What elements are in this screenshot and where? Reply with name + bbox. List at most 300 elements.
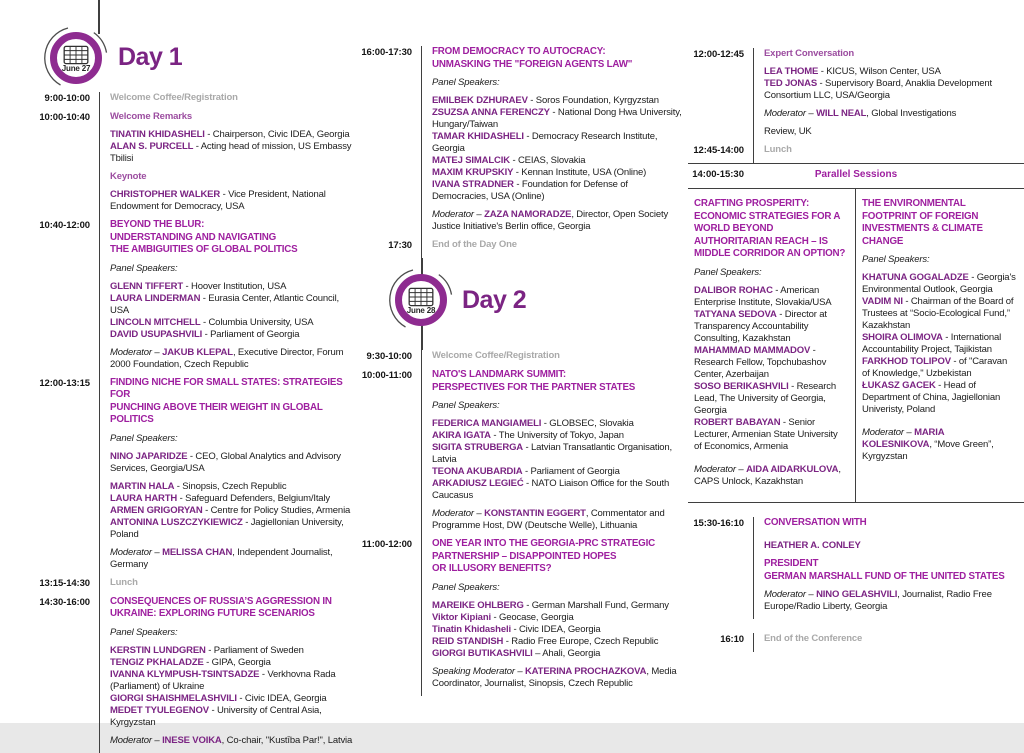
section-header: Welcome Remarks [110,111,193,122]
speakers-group [110,189,354,213]
text-seg: TED JONAS [764,78,818,89]
title-line: CHANGE [862,235,904,247]
session-body [99,219,354,377]
text-seg: ARKADIUSZ LEGIEĆ [432,478,524,489]
text-seg: MARTIN HALA [110,480,175,492]
title-line: ECONOMIC STRATEGIES FOR A [694,210,841,222]
text-seg: - Vice President, National Endowment for Democracy, USA [110,189,326,212]
moderator-line [110,735,354,747]
session-body [421,538,684,696]
text-seg: NINO JAPARIDZE [110,450,188,462]
text-seg: MAREIKE OHLBERG [432,599,524,611]
session-title [432,46,684,71]
program-column-left [28,28,354,753]
badge-circle [50,32,102,84]
text-seg: HEATHER A. CONLEY [764,540,861,551]
text-seg: , CAPS Unlock, Kazakhstan [694,463,841,487]
time-label: 12:00-12:45 [693,49,744,60]
time-label: 9:00-10:00 [44,93,90,104]
session-body [421,46,684,239]
schedule-row [28,577,354,596]
title-line: PRESIDENT [764,558,819,569]
calendar-icon [408,287,434,307]
speaker-line [110,493,354,505]
speaker-line [110,693,354,705]
session-title [694,198,847,261]
session-body [753,144,1024,163]
speaker-line [432,648,684,660]
title-line: WORLD BEYOND [694,223,774,234]
text-seg: ARMEN GRIGORYAN [110,504,203,516]
text-seg: - Latvian Transatlantic Organisation, Latvia [432,442,673,465]
speaker-line [432,478,684,502]
text-seg: DAVID USUPASHVILI [110,328,203,340]
speakers-group [110,645,354,729]
speakers-group [694,285,847,453]
speaker-line [694,285,847,309]
muted-note: Lunch [764,144,792,155]
text-seg: - Safeguard Defenders, Belgium/Italy [177,492,331,504]
speaker-line [432,600,684,612]
schedule-row [688,633,1024,652]
text-seg: KONSTANTIN EGGERT [484,508,586,519]
text-seg: TAMAR KHIDASHELI [432,131,524,142]
parallel-session-left [688,189,856,502]
speaker-line [862,296,1016,332]
text-seg: - GIPA, Georgia [203,656,271,668]
session-body [99,596,354,753]
time-label: 10:00-10:40 [39,112,90,123]
muted-note: End of the Day One [432,239,517,250]
time-label: 14:00-15:30 [692,169,744,180]
speaker-line [110,317,354,329]
text-seg: Moderator – [764,589,817,600]
day-badge [50,32,102,84]
text-seg: Moderator – [432,508,485,519]
speaker-line [432,612,684,624]
title-line: CRAFTING PROSPERITY: [694,198,810,209]
text-seg: SIGITA STRUBERGA [432,442,524,453]
schedule-row [352,350,684,369]
text-seg: NINO GELASHVILI [816,589,898,600]
moderator-line [110,347,354,371]
text-seg: - Civic IDEA, Georgia [236,692,327,704]
time-label: 12:45-14:00 [693,145,744,156]
text-seg: Moderator – [110,546,163,558]
title-line: THE ENVIRONMENTAL [862,198,966,209]
text-seg: , Media Coordinator, Journalist, Sinopsis, Czech Republic [432,665,677,689]
text-seg: - of "Caravan of Knowledge," Uzbekistan [862,356,1008,379]
session-title [862,198,1016,248]
panel-speakers-label: Panel Speakers: [110,626,178,638]
text-seg: , “Move Green”, Kyrgyzstan [862,439,994,462]
text-seg: MAXIM KRUPSKIY [432,167,514,178]
text-seg: - GLOBSEC, Slovakia [541,418,634,429]
text-seg: - Parliament of Sweden [205,644,304,656]
text-seg: - Parliament of Georgia [202,328,300,340]
text-seg: - Kennan Institute, USA (Online) [513,167,647,178]
text-seg: - Columbia University, USA [200,316,314,328]
speaker-line [110,705,354,729]
text-seg: - CEIAS, Slovakia [509,155,586,166]
title-line: BEYOND THE BLUR: [110,219,205,230]
text-seg: ŁUKASZ GACEK [862,380,936,391]
text-seg: – Ahali, Georgia [532,647,601,659]
speaker-line [694,309,847,345]
session-title [110,377,354,427]
text-seg: - Foundation for Defense of Democracies, USA (Online) [432,179,628,202]
title-line: NATO'S LANDMARK SUMMIT: [432,369,566,380]
speaker-line [432,466,684,478]
band-label: Parallel Sessions [814,169,898,180]
text-seg: , Director, Open Society Justice Initiative's Berlin office, Georgia [432,209,669,232]
parallel-session-right [856,189,1024,502]
title-line: FROM DEMOCRACY TO AUTOCRACY: [432,46,606,57]
text-seg: - National Dong Hwa University, Hungary/Taiwan [432,107,682,130]
speaker-line [432,179,684,203]
time-label: 13:15-14:30 [39,577,90,589]
speaker-line [432,167,684,179]
program-column-middle [352,46,684,696]
text-seg: KHATUNA GOGALADZE [862,272,969,283]
speaker-line [110,293,354,317]
speaker-line [432,430,684,442]
title-line: UKRAINE: EXPLORING FUTURE SCENARIOS [110,608,315,619]
text-seg: GIORGI SHAISHMELASHVILI [110,692,237,704]
moderator-line [764,108,1024,120]
speakers-group [862,427,1016,463]
schedule-row [352,239,684,258]
time-label: 9:30-10:00 [366,351,412,362]
session-title [432,369,684,394]
text-seg: MATEJ SIMALCIK [432,155,510,166]
speakers-group [432,209,684,233]
text-seg: IVANA STRADNER [432,179,514,190]
text-seg: TATYANA SEDOVA [694,308,777,320]
text-seg: - Civic IDEA, Georgia [510,623,601,635]
speaker-line [862,272,1016,296]
text-seg: Moderator – [862,427,915,438]
parallel-sessions-band [688,163,1024,189]
text-seg: AIDA AIDARKULOVA [746,463,839,475]
speaker-line [110,657,354,669]
day-badge-block [352,258,684,350]
speaker-line [432,107,684,131]
speaker-line [432,131,684,155]
text-seg: MARIA KOLESNIKOVA [862,427,945,450]
text-seg: EMILBEK DZHURAEV [432,95,528,106]
speakers-group [432,95,684,203]
speaker-line [110,451,354,475]
speakers-group [694,464,847,488]
session-body [753,633,1024,652]
section-header: Expert Conversation [764,48,855,59]
text-seg: INESE VOIKA [162,734,222,746]
text-seg: ZSUZSA ANNA FERENCZY [432,107,550,118]
parallel-sessions-columns [688,189,1024,503]
time-label: 14:30-16:00 [39,596,90,608]
text-seg: ROBERT BABAYAN [694,416,781,428]
speakers-group [764,126,1024,138]
text-seg: AKIRA IGATA [432,430,491,441]
panel-speakers-label: Panel Speakers: [432,77,500,88]
moderator-line [432,666,684,690]
badge-circle [395,274,447,326]
text-seg: - Sinopsis, Czech Republic [174,480,287,492]
speakers-group [862,272,1016,416]
text-seg: Moderator – [110,346,163,358]
title-line: FINDING NICHE FOR SMALL STATES: STRATEGIES FOR [110,376,343,400]
title-line: PARTNERSHIP – DISAPPOINTED HOPES [432,550,617,562]
speaker-line [432,155,684,167]
text-seg: - German Marshall Fund, Germany [523,599,669,611]
text-seg: LINCOLN MITCHELL [110,316,201,328]
text-seg: Speaking Moderator – [432,665,525,677]
session-title [764,558,1024,583]
panel-speakers-label: Panel Speakers: [694,266,762,278]
text-seg: - Jagiellonian University, Poland [110,516,344,540]
speaker-line [432,442,684,466]
speakers-group [432,666,684,690]
text-seg: - Chairman of the Board of Trustees at “Socio-Ecological Fund,” Kazakhstan [862,296,1014,331]
title-line: PUNCHING ABOVE THEIR WEIGHT IN GLOBAL POLITICS [110,401,323,425]
time-label: 17:30 [388,240,412,251]
day-badge-block [28,28,354,92]
session-title [110,219,354,257]
time-label: 16:00-17:30 [361,47,412,58]
title-line: CONSEQUENCES OF RUSSIA’S AGGRESSION IN [110,595,332,607]
text-seg: Moderator – [764,108,817,119]
text-seg: KERSTIN LUNDGREN [110,644,206,656]
schedule-row [352,369,684,538]
text-seg: CHRISTOPHER WALKER [110,189,221,200]
moderator-line [110,547,354,571]
text-seg: - The University of Tokyo, Japan [490,430,624,441]
text-seg: LAURA HARTH [110,492,178,504]
speakers-group [764,589,1024,613]
text-seg: TEONA AKUBARDIA [432,466,523,477]
text-seg: - American Enterprise Institute, Slovakia/USA [694,284,832,308]
program-column-right [688,48,1024,652]
title-line: CONVERSATION WITH [764,516,867,528]
muted-note: Welcome Coffee/Registration [110,92,238,103]
text-seg: - Eurasia Center, Atlantic Council, USA [110,292,340,316]
text-seg: LEA THOME [764,66,819,77]
badge-date: June 28 [406,305,436,315]
session-body [99,577,354,596]
title-line: FOOTPRINT OF FOREIGN [862,210,979,222]
moderator-line [432,209,684,233]
text-seg: - Supervisory Board, Anaklia Development Consortium LLC, USA/Georgia [764,78,992,101]
text-seg: - International Accountability Project, Tajikistan [862,332,1002,355]
text-seg: TENGIZ PKHALADZE [110,656,204,668]
schedule-row [688,48,1024,144]
speaker-line [432,636,684,648]
text-seg: Moderator – [432,209,485,220]
badge-date: June 27 [61,63,91,73]
speakers-group [110,347,354,371]
session-title [110,596,354,621]
session-body [421,350,684,369]
title-line: MIDDLE CORRIDOR AN OPTION? [694,248,846,259]
text-seg: - Democracy Research Institute, Georgia [432,131,658,154]
text-seg: - Verkhovna Rada (Parliament) of Ukraine [110,668,336,692]
text-seg: Moderator – [694,463,747,475]
speaker-line [110,129,354,141]
schedule-row [352,538,684,696]
text-seg: ZAZA NAMORADZE [484,209,572,220]
speaker-line [110,481,354,493]
text-seg: , Executive Director, Forum 2000 Foundation, Czech Republic [110,346,344,370]
text-seg: - University of Central Asia, Kyrgyzstan [110,704,322,728]
time-label: 11:00-12:00 [361,539,412,550]
text-seg: REID STANDISH [432,635,504,647]
text-seg: MELISSA CHAN [162,546,233,558]
text-seg: , Journalist, Radio Free Europe/Radio Liberty, Georgia [764,589,992,612]
text-seg: - KICUS, Wilson Center, USA [818,66,941,77]
text-seg: VADIM NI [862,296,903,307]
title-line: AUTHORITARIAN REACH – IS [694,235,828,247]
text-seg: - Radio Free Europe, Czech Republic [503,635,659,647]
speaker-line [432,95,684,107]
text-seg: - Chairperson, Civic IDEA, Georgia [204,129,350,140]
text-seg: Review, UK [764,126,812,137]
title-line: OR ILLUSORY BENEFITS? [432,563,552,574]
speaker-line [764,540,1024,552]
speaker-line [110,189,354,213]
schedule-row [28,111,354,219]
text-seg: - Soros Foundation, Kyrgyzstan [527,95,659,106]
speakers-group [432,600,684,660]
speakers-group [110,735,354,747]
panel-speakers-label: Panel Speakers: [432,581,500,593]
text-seg: KATERINA PROCHAZKOVA [524,665,647,677]
speakers-group [764,540,1024,552]
text-seg: - Research Lead, The University of Georgia, Georgia [694,380,837,416]
session-body [753,48,1024,144]
day-title: Day 1 [118,43,183,71]
speaker-line [862,356,1016,380]
panel-speakers-label: Panel Speakers: [862,254,930,265]
moderator-line [764,589,1024,613]
text-seg: - NATO Liaison Office for the South Caucasus [432,478,670,501]
text-seg: Tinatin Khidasheli [432,623,511,635]
speakers-group [110,481,354,541]
text-seg: - Parliament of Georgia [522,466,620,477]
speakers-group [110,451,354,475]
text-seg: , Global Investigations [866,108,957,119]
session-body [99,111,354,219]
text-seg: - Senior Lecturer, Armenian State University of Economics, Armenia [694,416,838,452]
schedule-row [688,517,1024,620]
session-body [99,92,354,111]
moderator-line [432,508,684,532]
title-line: THE AMBIGUITIES OF GLOBAL POLITICS [110,244,298,255]
speaker-line [110,141,354,165]
speaker-line [694,417,847,453]
time-label: 16:10 [720,634,744,645]
day-title: Day 2 [462,286,527,314]
text-seg: - CEO, Global Analytics and Advisory Services, Georgia/USA [110,450,341,474]
speakers-group [110,129,354,165]
speaker-line [110,505,354,517]
session-body [421,239,684,258]
speakers-group [764,108,1024,120]
speakers-group [432,508,684,532]
text-seg: , Co-chair, "Kustība Par!", Latvia [221,734,353,746]
text-seg: WILL NEAL [816,108,867,119]
time-label: 10:00-11:00 [361,370,412,381]
text-seg: LAURA LINDERMAN [110,292,201,304]
text-seg: Moderator – [110,734,163,746]
session-body [99,377,354,577]
title-line: PERSPECTIVES FOR THE PARTNER STATES [432,381,636,393]
text-seg: - Research Fellow, Topchubashov Center, Azerbaijan [694,344,827,380]
session-body [421,369,684,538]
time-label: 12:00-13:15 [39,377,90,389]
time-label: 10:40-12:00 [39,220,90,231]
speaker-line [110,645,354,657]
section-header: Keynote [110,171,147,182]
text-seg: - Head of Department of China, Jagiellonian Univeristy, Poland [862,380,1001,415]
text-seg: ALAN S. PURCELL [110,141,194,152]
text-seg: FEDERICA MANGIAMELI [432,418,542,429]
text-seg: DALIBOR ROHAC [694,284,773,296]
time-label: 15:30-16:10 [693,517,744,529]
schedule-row [28,219,354,377]
text-seg: , Independent Journalist, Germany [110,546,333,570]
speaker-line [110,517,354,541]
title-line: GERMAN MARSHALL FUND OF THE UNITED STATES [764,570,1005,582]
title-line: UNMASKING THE "FOREIGN AGENTS LAW" [432,58,633,70]
muted-note: Welcome Coffee/Registration [432,350,560,361]
session-body [753,517,1024,620]
schedule-row [28,377,354,577]
text-seg: - Centre for Policy Studies, Armenia [202,504,351,516]
speaker-line [764,126,1024,138]
schedule-row [688,144,1024,163]
session-title [764,517,1024,530]
speaker-line [110,281,354,293]
text-seg: - Hoover Institution, USA [183,280,287,292]
text-seg: GLENN TIFFERT [110,280,183,292]
title-line: INVESTMENTS & CLIMATE [862,223,983,234]
text-seg: , Commentator and Programme Host, DW (Deutsche Welle), Lithuania [432,508,665,531]
text-seg: SHOIRA OLIMOVA [862,332,943,343]
title-line: ONE YEAR INTO THE GEORGIA-PRC STRATEGIC [432,538,655,549]
text-seg: - Geocase, Georgia [490,611,574,623]
moderator-line [862,427,1016,463]
text-seg: IVANNA KLYMPUSH-TSINTSADZE [110,668,260,680]
speaker-line [694,381,847,417]
session-title [432,538,684,576]
moderator-line [694,464,847,488]
text-seg: TINATIN KHIDASHELI [110,129,205,140]
speakers-group [110,547,354,571]
day-badge [395,274,447,326]
speaker-line [110,329,354,341]
panel-speakers-label: Panel Speakers: [110,262,178,274]
schedule-row [28,92,354,111]
speakers-group [432,418,684,502]
speakers-group [110,281,354,341]
speaker-line [694,345,847,381]
text-seg: - Georgia's Environmental Outlook, Georgia [862,272,1016,295]
muted-note: Lunch [110,576,138,588]
calendar-icon [63,45,89,65]
text-seg: - Director at Transparency Accountability Consulting, Kazakhstan [694,308,827,344]
speaker-line [764,66,1024,78]
